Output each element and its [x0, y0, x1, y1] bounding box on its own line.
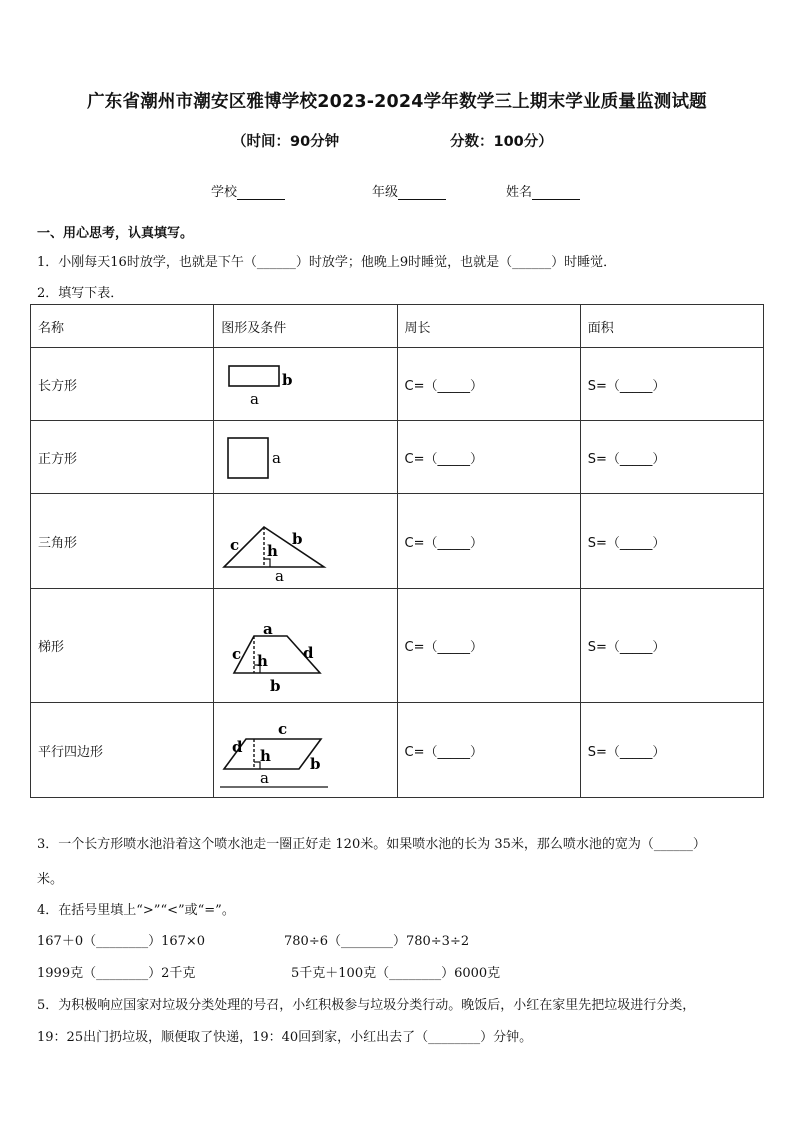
perimeter-cell[interactable]: C=（_____） — [397, 421, 580, 494]
label-a: a — [263, 619, 273, 638]
compare-item[interactable]: 5千克＋100克（________）6000克 — [291, 966, 501, 981]
parallelogram-figure — [214, 703, 397, 798]
question-1: 1．小刚每天16时放学，也就是下午（______）时放学；他晚上9时睡觉，也就是（______）时睡觉． — [37, 255, 617, 270]
label-a: a — [260, 769, 270, 787]
header-perimeter: 周长 — [397, 305, 580, 348]
section-heading: 一、用心思考，认真填写。 — [37, 226, 194, 241]
grade-label: 年级 — [372, 185, 399, 200]
area-cell[interactable]: S=（_____） — [580, 494, 763, 589]
label-b: b — [292, 530, 303, 548]
square-figure — [214, 421, 397, 494]
question-3: 3．一个长方形喷水池沿着这个喷水池走一圈正好走 120米。如果喷水池的长为 35米，那么喷水池的宽为（______） — [37, 837, 706, 852]
triangle-figure — [214, 494, 397, 589]
shapes-table — [30, 304, 764, 798]
question-5: 5．为积极响应国家对垃圾分类处理的号召，小红积极参与垃圾分类行动。晚饭后，小红在家里先把垃圾进行分类， — [37, 998, 696, 1013]
square-diagram — [214, 421, 396, 493]
table-row — [31, 421, 764, 494]
table-row — [31, 703, 764, 798]
exam-time: （时间：90分钟 — [232, 134, 340, 150]
area-cell[interactable]: S=（_____） — [580, 589, 763, 703]
trapezoid-diagram — [214, 590, 396, 702]
question-2: 2．填写下表． — [37, 286, 124, 301]
question-5-cont: 19：25出门扔垃圾，顺便取了快递，19：40回到家，小红出去了（________）分钟。 — [37, 1030, 533, 1045]
grade-field[interactable] — [372, 181, 446, 200]
perimeter-cell[interactable]: C=（_____） — [397, 348, 580, 421]
perimeter-cell[interactable]: C=（_____） — [397, 494, 580, 589]
label-a: a — [272, 449, 282, 467]
table-row — [31, 589, 764, 703]
label-c: c — [230, 536, 240, 554]
label-h: h — [257, 651, 269, 670]
label-b: b — [270, 676, 281, 695]
perimeter-cell[interactable]: C=（_____） — [397, 703, 580, 798]
area-cell[interactable]: S=（_____） — [580, 348, 763, 421]
name-label: 姓名 — [506, 185, 533, 200]
perimeter-cell[interactable]: C=（_____） — [397, 589, 580, 703]
table-row — [31, 348, 764, 421]
row-name: 平行四边形 — [31, 703, 214, 798]
area-cell[interactable]: S=（_____） — [580, 421, 763, 494]
label-h: h — [267, 542, 279, 560]
parallelogram-diagram — [214, 703, 396, 797]
page-title: 广东省潮州市潮安区雅博学校2023-2024学年数学三上期末学业质量监测试题 — [87, 92, 707, 112]
compare-item[interactable]: 1999克（________）2千克 — [37, 966, 196, 981]
header-area: 面积 — [580, 305, 763, 348]
grade-blank[interactable] — [398, 186, 446, 200]
right-angle-mark — [264, 559, 270, 567]
header-name: 名称 — [31, 305, 214, 348]
label-c: c — [278, 720, 288, 738]
school-label: 学校 — [211, 185, 238, 200]
label-b: b — [282, 371, 293, 389]
table-header-row — [31, 305, 764, 348]
compare-item[interactable]: 167＋0（________）167×0 — [37, 934, 206, 949]
row-name: 三角形 — [31, 494, 214, 589]
label-d: d — [303, 643, 314, 662]
row-name: 梯形 — [31, 589, 214, 703]
rectangle-shape — [229, 366, 279, 386]
rectangle-figure — [214, 348, 397, 421]
name-field[interactable] — [506, 181, 580, 200]
label-a: a — [250, 390, 260, 408]
school-blank[interactable] — [237, 186, 285, 200]
question-3-cont: 米。 — [37, 872, 64, 887]
question-4: 4．在括号里填上“>”“<”或“=”。 — [37, 903, 235, 918]
label-a: a — [275, 567, 285, 585]
triangle-diagram — [214, 494, 396, 588]
exam-score: 分数：100分） — [450, 134, 553, 150]
rectangle-diagram — [214, 348, 396, 420]
school-field[interactable] — [211, 181, 285, 200]
area-cell[interactable]: S=（_____） — [580, 703, 763, 798]
header-figure: 图形及条件 — [214, 305, 397, 348]
row-name: 正方形 — [31, 421, 214, 494]
label-b: b — [310, 755, 321, 773]
name-blank[interactable] — [532, 186, 580, 200]
table-row — [31, 494, 764, 589]
label-d: d — [232, 738, 243, 756]
row-name: 长方形 — [31, 348, 214, 421]
square-shape — [228, 438, 268, 478]
compare-item[interactable]: 780÷6（________）780÷3÷2 — [284, 934, 470, 949]
label-c: c — [232, 644, 242, 663]
trapezoid-figure — [214, 589, 397, 703]
label-h: h — [260, 747, 272, 765]
